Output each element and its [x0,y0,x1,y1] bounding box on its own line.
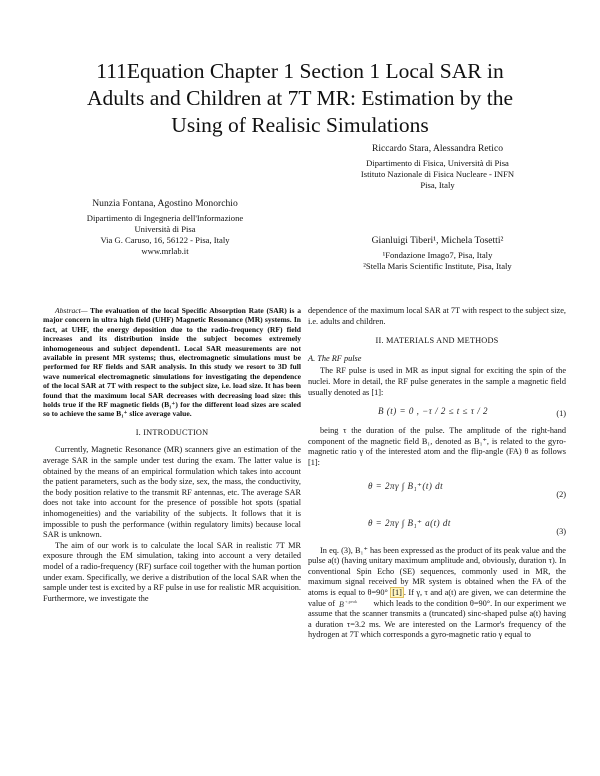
equation-3 [308,509,566,543]
intro-paragraph-2: The aim of our work is to calculate the local SAR in realistic 7T MR exposure through the EM simulation, taking into account a very detailed model of a radio-frequency (RF) surface coil together with the human portion under exam. Specifically, we derive a distribution of the local SAR when the sample under test is excited by a RF pulse in use for realistic MR acquisition. Furthermore, we investigate the [43,540,301,603]
author-website: www.mrlab.it [141,246,189,256]
rf-pulse-paragraph-3-text-a: In eq. (3), B₁⁺ has been expressed as the product of its peak value and the pulse a(t) (having unitary maximum amplitude and, obviously, duration τ). In conventional Spin Echo (SE) sequences, commonly used in MR, the maximum signal received by MR system is obtained when the FA of the atoms is equal to θ=90° [308,545,566,597]
citation-link[interactable]: [1] [392,587,402,597]
equation-3-number: (3) [556,526,566,536]
section-heading-introduction: I. INTRODUCTION [135,427,209,437]
abstract-text: The evaluation of the local Specific Absorption Rate (SAR) is a major concern in ultra high field (UHF) Magnetic Resonance (MR) systems. In fact, at UHF, the energy deposition due to the radio-frequency (RF) field increases and its distribution inside the subject becomes extremely inhomogeneous and subject dependent1. Local SAR measurements are not available in present MR systems; thus, electromagnetic simulations must be performed for RF fields and SAR analysis. In this study we resort to 3D full wave numerical electromagnetic simulations for investigating the dependence of the local SAR at 7T with respect to the subject size, i.e. load size. It has been found that the maximum local SAR decreases with decreasing load size: this holds true if the RF magnetic fields (B₁⁺) for the different load sizes are scaled so to achieve the same B₁⁺ slice average value. [43,306,301,419]
author-affiliation: Dipartimento di Fisica, Università di Pisa [366,158,509,168]
paper-title [50,58,550,139]
title-line-3: Using of Realisic Simulations [171,113,429,137]
equation-2-body: θ = 2πγ ∫ B₁⁺(t) dt [368,480,444,491]
svg-text:+,peak: +,peak [345,599,358,605]
b1-peak-symbol-icon [337,599,371,608]
author-names: Riccardo Stara, Alessandra Retico [371,143,504,154]
rf-pulse-paragraph-3-text-b: . If γ, τ and a(t) are given, we can determine the value of [308,587,566,608]
author-affiliation: Istituto Nazionale di Fisica Nucleare - INFN [360,169,515,179]
author-affiliation: Pisa, Italy [420,180,455,190]
author-affiliation: Dipartimento di Ingegneria dell'Informazione [86,213,244,223]
author-block-left [60,198,270,257]
intro-paragraph-1: Currently, Magnetic Resonance (MR) scanners give an estimation of the average SAR in the sample under test during the exam. The latter value is obtained by the means of an empirical formulation which takes into account the patient parameters, such as the body size, sex, the mass, the conductivity, the body position relative to the transmit RF antennas, etc. The average SAR does not take into account for the presence of possible hot spots (spatial inhomogeneities) and the variability of the subjects. It follows that it is impossible to push the performance (within regulatory limits) because local SAR is unknown. [43,445,301,540]
equation-3-body: θ = 2πγ ∫ B₁⁺ a(t) dt [368,517,451,528]
author-names: Nunzia Fontana, Agostino Monorchio [92,198,238,209]
author-block-right-top [325,143,550,191]
abstract [43,306,301,419]
equation-1-number: (1) [556,409,566,419]
rf-pulse-paragraph-1: The RF pulse is used in MR as input signal for exciting the spin of the nuclei. More in detail, the RF pulse generates in the sample a magnetic field usually denoted as [1]: [308,366,566,397]
equation-2-number: (2) [556,489,566,499]
right-column [308,306,566,641]
author-block-right-bottom [325,235,550,272]
rf-pulse-paragraph-2: being τ the duration of the pulse. The amplitude of the right-hand component of the magnetic field B₁, denoted as B₁⁺, is related to the gyro-magnetic ratio γ of the interested atom and the flip-angle (FA) θ as follows [1]: [308,426,566,467]
title-line-2: Adults and Children at 7T MR: Estimation by the [87,86,513,110]
left-column [43,306,301,604]
intro-continuation: dependence of the maximum local SAR at 7T with respect to the subject size, i.e. adults and children. [308,306,566,326]
abstract-lead: Abstract— [55,306,88,315]
rf-pulse-paragraph-3-text-c: which leads to the condition θ=90°. In our experiment we assume that the scanner transmits a (truncated) sinc-shaped pulse a(t) having a duration τ=3.2 ms. We are interested on the Larmor's frequency of the hydrogen at 7T which corresponds a gyro-magnetic ratio γ equal to [308,598,567,640]
equation-1-body: B (t) = 0 , −τ / 2 ≤ t ≤ τ / 2 [378,406,488,417]
subsection-heading-rf-pulse: A. The RF pulse [308,353,362,363]
svg-text:B: B [339,600,345,609]
equation-1 [308,401,566,423]
author-affiliation: ²Stella Maris Scientific Institute, Pisa, Italy [363,261,512,271]
rf-pulse-paragraph-3 [308,546,566,641]
section-heading-methods: II. MATERIALS AND METHODS [375,336,499,346]
equation-2 [308,472,566,506]
title-line-1: 111Equation Chapter 1 Section 1 Local SAR in [96,59,504,83]
author-names: Gianluigi Tiberi¹, Michela Tosetti² [371,235,504,246]
author-affiliation: ¹Fondazione Imago7, Pisa, Italy [382,250,493,260]
author-affiliation: Università di Pisa [134,224,196,234]
author-affiliation: Via G. Caruso, 16, 56122 - Pisa, Italy [100,235,230,245]
